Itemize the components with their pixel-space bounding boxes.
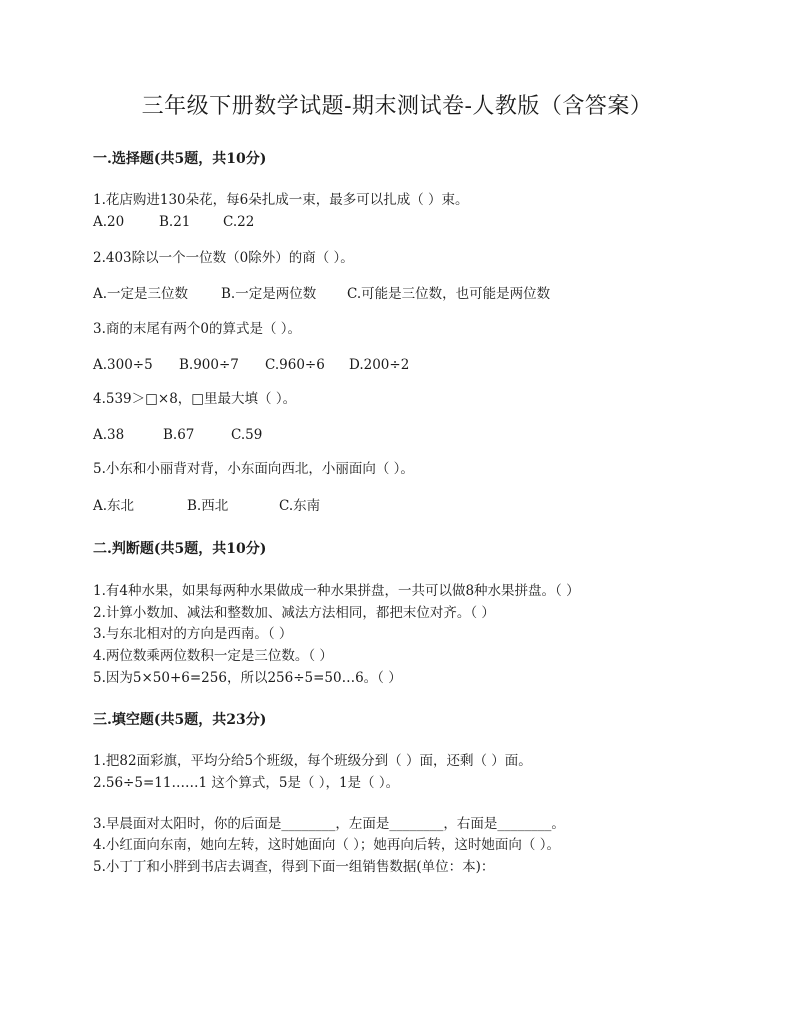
question-text: 5.小东和小丽背对背，小东面向西北，小丽面向（ ）。 — [93, 461, 414, 477]
option: A.东北 — [93, 498, 135, 514]
option: D.200÷2 — [349, 357, 410, 373]
statement-line: 4.两位数乘两位数积一定是三位数。（ ） — [93, 648, 333, 664]
option: B.一定是两位数 — [221, 286, 317, 302]
option: C.可能是三位数，也可能是两位数 — [347, 286, 551, 302]
question-text: 2.403除以一个一位数（0除外）的商（ ）。 — [93, 250, 354, 266]
fill-blank-line: 2.56÷5=11……1 这个算式，5是（ ），1是（ ）。 — [93, 775, 400, 791]
section-heading-choice: 一.选择题(共5题，共10分) — [93, 151, 267, 167]
statement-line: 2.计算小数加、减法和整数加、减法方法相同，都把末位对齐。（ ） — [93, 605, 495, 621]
option: C.960÷6 — [265, 357, 325, 373]
option: B.67 — [163, 427, 195, 443]
question-options — [93, 497, 320, 515]
question-options — [93, 213, 254, 231]
option: A.38 — [93, 427, 125, 443]
fill-blank-line: 5.小丁丁和小胖到书店去调查，得到下面一组销售数据(单位：本)： — [93, 859, 495, 875]
fill-blank-line: 1.把82面彩旗，平均分给5个班级，每个班级分到（ ）面，还剩（ ）面。 — [93, 753, 532, 769]
page-title: 三年级下册数学试题-期末测试卷-人教版（含答案） — [141, 94, 653, 119]
option: B.900÷7 — [179, 357, 239, 373]
option: A.一定是三位数 — [93, 286, 189, 302]
fill-blank-line: 3.早晨面对太阳时，你的后面是________，左面是________，右面是________。 — [93, 816, 565, 832]
question-options — [93, 426, 262, 444]
option: C.22 — [223, 214, 255, 230]
question-text: 1.花店购进130朵花，每6朵扎成一束，最多可以扎成（ ）束。 — [93, 192, 469, 208]
question-text: 4.539＞□×8，□里最大填（ ）。 — [93, 391, 297, 407]
fill-blank-line: 4.小红面向东南，她向左转，这时她面向（ ）；她再向后转，这时她面向（ ）。 — [93, 837, 560, 853]
statement-line: 3.与东北相对的方向是西南。（ ） — [93, 626, 293, 642]
question-text: 3.商的末尾有两个0的算式是（ ）。 — [93, 321, 302, 337]
question-options — [93, 356, 409, 374]
option: A.20 — [93, 214, 125, 230]
statement-line: 5.因为5×50+6=256，所以256÷5=50…6。（ ） — [93, 670, 402, 686]
option: C.东南 — [279, 498, 321, 514]
question-options — [93, 285, 550, 303]
option: C.59 — [231, 427, 263, 443]
option: B.西北 — [187, 498, 229, 514]
statement-line: 1.有4种水果，如果每两种水果做成一种水果拼盘，一共可以做8种水果拼盘。（ ） — [93, 583, 580, 599]
section-heading-judgment: 二.判断题(共5题，共10分) — [93, 541, 267, 557]
option: B.21 — [159, 214, 191, 230]
section-heading-fill-blank: 三.填空题(共5题，共23分) — [93, 712, 267, 728]
option: A.300÷5 — [93, 357, 153, 373]
